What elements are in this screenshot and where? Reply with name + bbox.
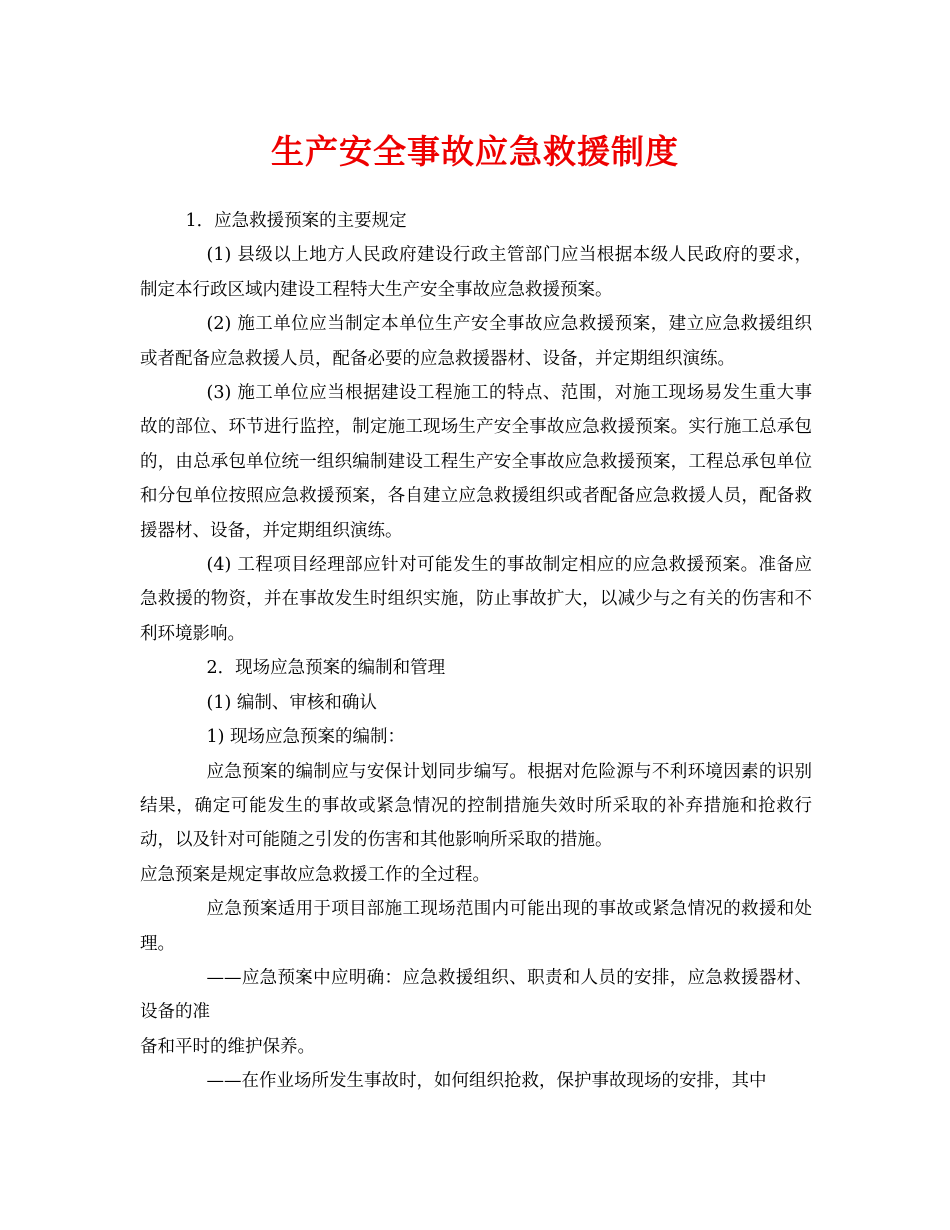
document-body <box>140 204 812 1099</box>
document-title: 生产安全事故应急救援制度 <box>271 132 679 171</box>
paragraph-8: ——应急预案中应明确：应急救援组织、职责和人员的安排，应急救援器材、设备的准 <box>140 967 812 1023</box>
paragraph-1: (1) 县级以上地方人民政府建设行政主管部门应当根据本级人民政府的要求，制定本行政区域内建设工程特大生产安全事故应急救援预案。 <box>140 245 812 300</box>
paragraph-9: 备和平时的维护保养。 <box>140 1036 315 1057</box>
section-heading-1: 1．应急救援预案的主要规定 <box>185 211 407 231</box>
paragraph-4: (4) 工程项目经理部应针对可能发生的事故制定相应的应急救援预案。准备应急救援的物资，并在事故发生时组织实施，防止事故扩大，以减少与之有关的伤害和不利环境影响。 <box>140 555 812 644</box>
subsection-heading: (1) 编制、审核和确认 <box>206 692 377 713</box>
section-heading-2: 2．现场应急预案的编制和管理 <box>206 658 446 679</box>
item-heading: 1) 现场应急预案的编制： <box>206 727 406 748</box>
paragraph-10: ——在作业场所发生事故时，如何组织抢救，保护事故现场的安排，其中 <box>206 1071 767 1092</box>
paragraph-3: (3) 施工单位应当根据建设工程施工的特点、范围，对施工现场易发生重大事故的部位、环节进行监控，制定施工现场生产安全事故应急救援预案。实行施工总承包的，由总承包单位统一组织编制建设工程生产安全事故应急救援预案，工程总承包单位和分包单位按照应急救援预案，各自建立应急救援组织或者配备应急救援人员，配备救援器材、设备，并定期组织演练。 <box>140 383 812 541</box>
paragraph-2: (2) 施工单位应当制定本单位生产安全事故应急救援预案，建立应急救援组织或者配备应急救援人员，配备必要的应急救援器材、设备，并定期组织演练。 <box>140 314 812 369</box>
paragraph-5: 应急预案的编制应与安保计划同步编写。根据对危险源与不利环境因素的识别结果，确定可能发生的事故或紧急情况的控制措施失效时所采取的补弃措施和抢救行动，以及针对可能随之引发的伤害和其他影响所采取的措施。 <box>140 761 812 851</box>
paragraph-6: 应急预案是规定事故应急救援工作的全过程。 <box>140 864 490 885</box>
paragraph-7: 应急预案适用于项目部施工现场范围内可能出现的事故或紧急情况的救援和处理。 <box>140 899 812 954</box>
